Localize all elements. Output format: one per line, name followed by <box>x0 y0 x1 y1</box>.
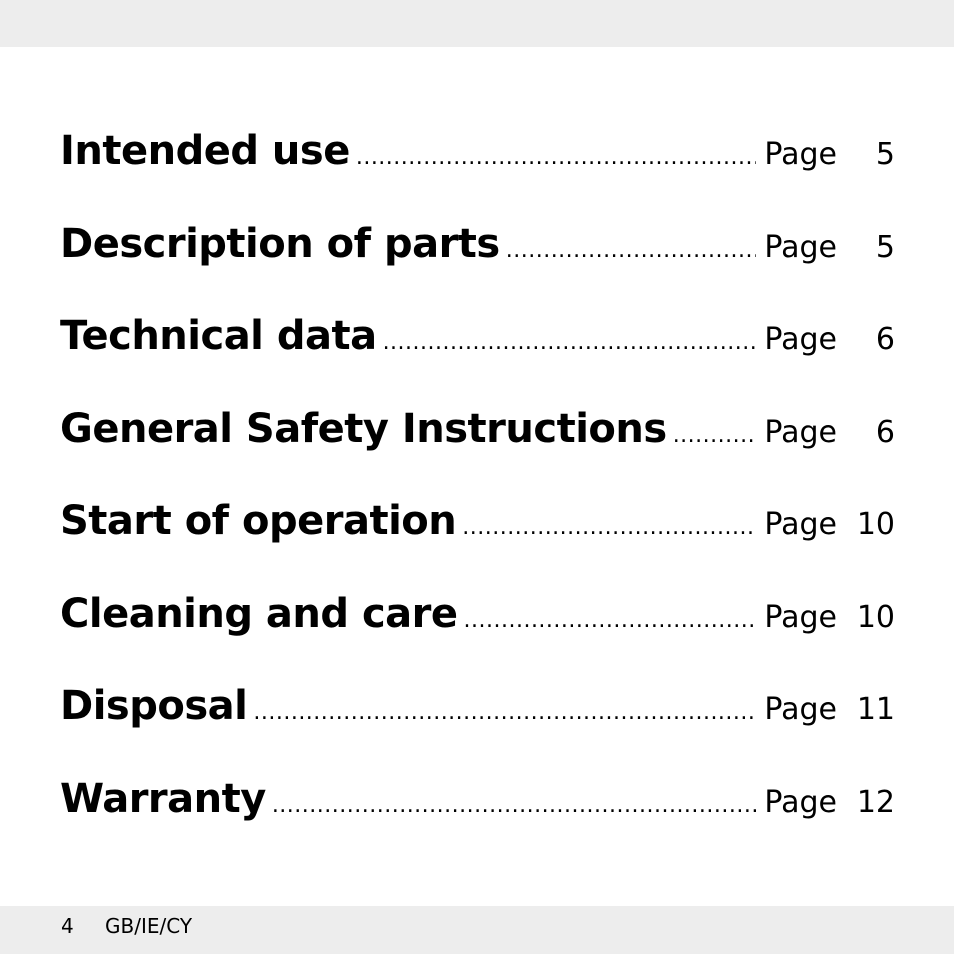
toc-page-label: Page <box>764 599 837 635</box>
toc-entry-title: Technical data <box>60 313 377 359</box>
toc-page-label: Page <box>764 414 837 450</box>
toc-entry-technical-data[interactable] <box>60 313 895 406</box>
toc-page-label: Page <box>764 692 837 727</box>
toc-page-number: 5 <box>875 229 895 265</box>
toc-entry-title: Cleaning and care <box>60 590 458 637</box>
toc-leader-dots <box>253 700 756 725</box>
toc-leader-dots <box>383 330 757 355</box>
toc-page-number: 6 <box>875 414 895 450</box>
toc-leader-dots <box>462 515 756 540</box>
toc-page-number: 11 <box>856 692 895 727</box>
toc-leader-dots <box>272 793 757 818</box>
toc-page-number: 12 <box>856 784 895 820</box>
header-band <box>0 0 954 47</box>
toc-leader-dots <box>673 423 757 448</box>
toc-page-label: Page <box>764 322 837 357</box>
toc-entry-title: Disposal <box>60 683 248 729</box>
toc-entry-disposal[interactable] <box>60 683 895 776</box>
toc-page-number: 6 <box>875 322 895 357</box>
toc-entry-title: General Safety Instructions <box>60 405 667 452</box>
toc-entry-title: Warranty <box>60 775 266 822</box>
toc-page-label: Page <box>764 784 837 820</box>
table-of-contents <box>60 128 895 868</box>
toc-page-label: Page <box>764 137 837 172</box>
toc-page-number: 5 <box>875 137 895 172</box>
toc-entry-title: Description of parts <box>60 220 500 267</box>
toc-leader-dots <box>356 145 757 170</box>
toc-entry-warranty[interactable] <box>60 776 895 869</box>
toc-page-label: Page <box>764 507 837 542</box>
toc-page-label: Page <box>764 229 837 265</box>
toc-entry-cleaning-and-care[interactable] <box>60 591 895 684</box>
toc-entry-title: Intended use <box>60 128 350 174</box>
toc-entry-general-safety-instructions[interactable] <box>60 406 895 499</box>
toc-leader-dots <box>506 238 757 263</box>
footer-region-code: GB/IE/CY <box>105 914 193 938</box>
toc-page-number: 10 <box>856 507 895 542</box>
toc-entry-intended-use[interactable] <box>60 128 895 221</box>
toc-entry-description-of-parts[interactable] <box>60 221 895 314</box>
toc-entry-start-of-operation[interactable] <box>60 498 895 591</box>
footer-page-number: 4 <box>61 914 74 938</box>
toc-page-number: 10 <box>856 599 895 635</box>
toc-entry-title: Start of operation <box>60 498 457 544</box>
toc-leader-dots <box>464 608 757 633</box>
